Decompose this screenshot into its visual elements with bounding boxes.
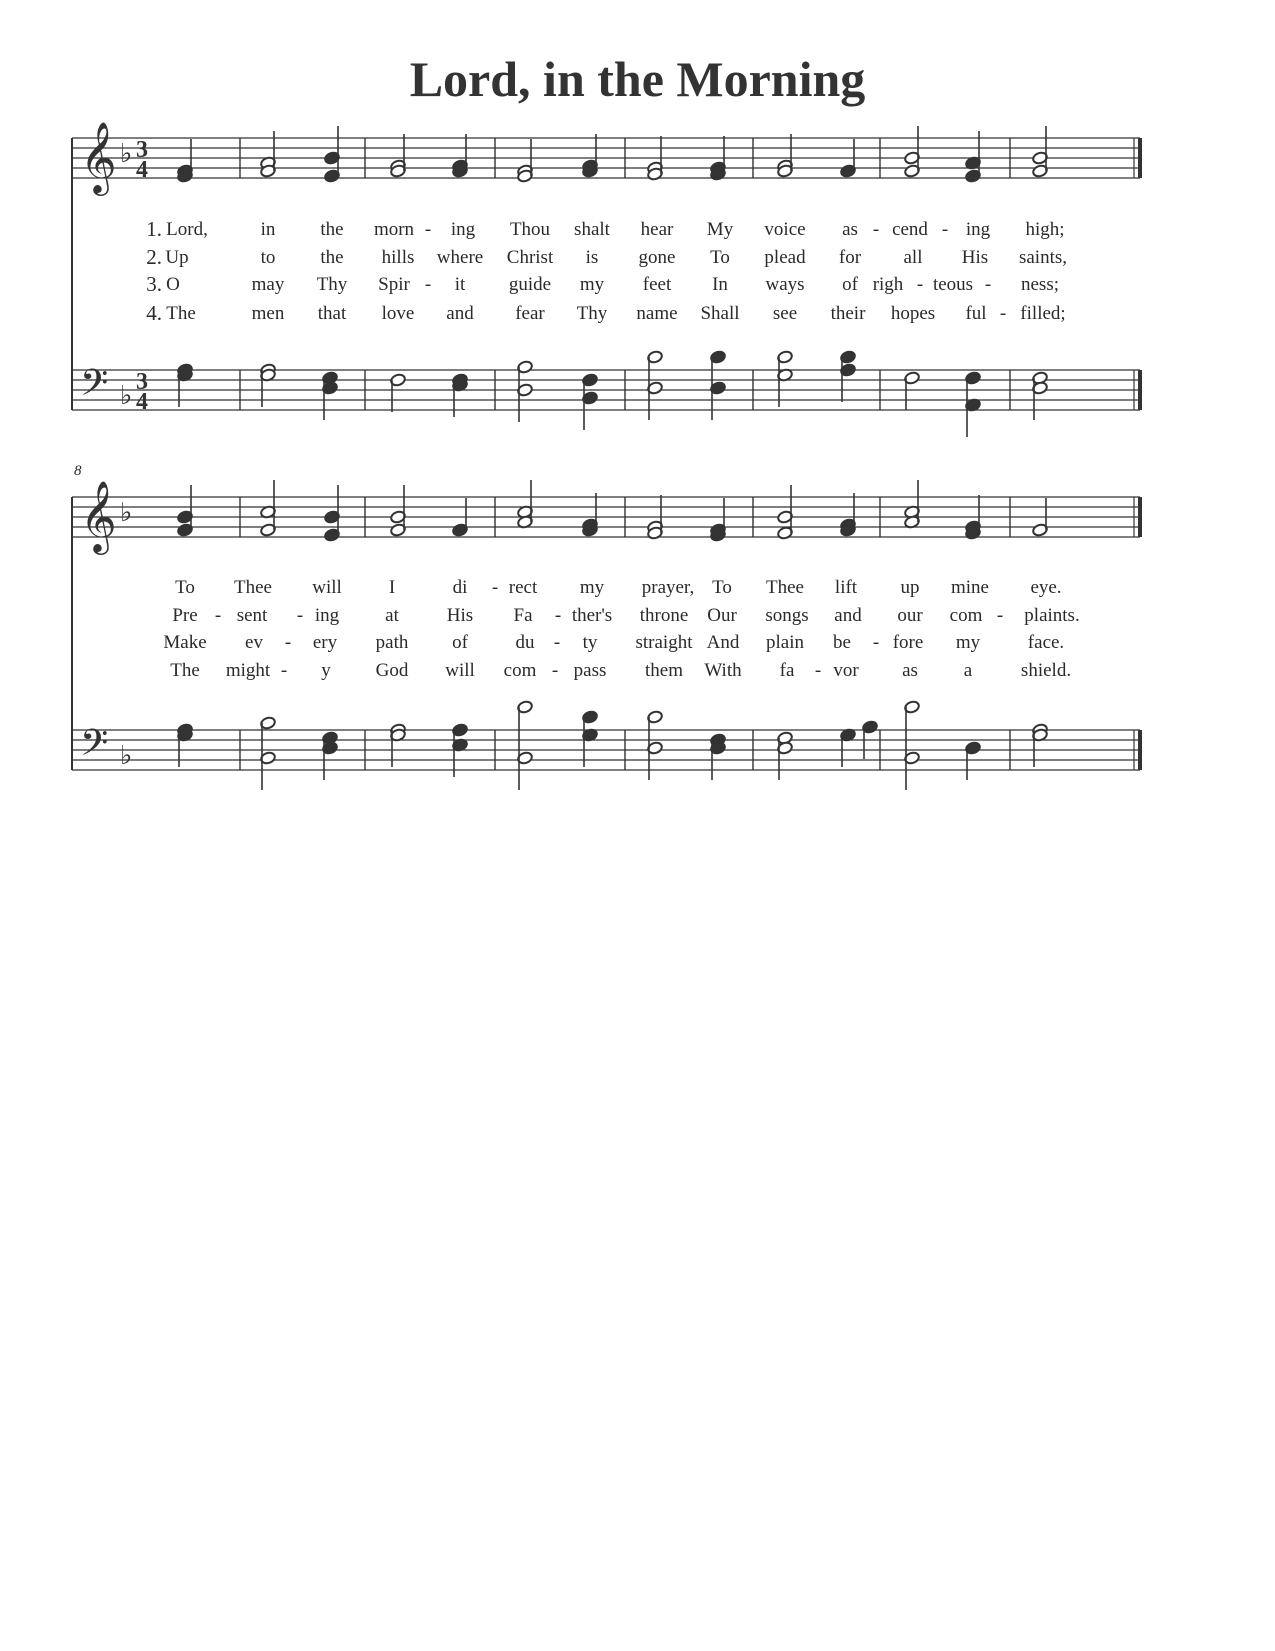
lyric-syllable: shield. <box>1020 660 1072 681</box>
lyric-syllable: see <box>772 303 798 324</box>
lyric-syllable: ing <box>314 605 340 626</box>
lyric-syllable: ev <box>245 632 263 653</box>
syllable-hyphen: - <box>280 660 288 681</box>
lyric-syllable: fa <box>779 660 795 681</box>
lyric-line-verse-1 <box>0 577 1275 599</box>
lyric-syllable: com <box>949 605 983 626</box>
lyric-syllable: In <box>712 274 728 295</box>
lyric-syllable: hopes <box>890 303 936 324</box>
lyric-syllable: com <box>503 660 537 681</box>
lyric-syllable: love <box>381 303 415 324</box>
lyric-syllable: as <box>842 219 858 240</box>
bass-clef-icon: 𝄢 <box>80 363 109 412</box>
syllable-hyphen: - <box>553 632 561 653</box>
lyric-syllable: plaints. <box>1024 605 1080 626</box>
lyric-syllable: that <box>317 303 347 324</box>
lyric-syllable: cend <box>892 219 928 240</box>
lyric-syllable: saints, <box>1018 247 1068 268</box>
lyric-syllable: of <box>842 274 858 295</box>
lyric-syllable: ful <box>965 303 987 324</box>
lyric-syllable: voice <box>764 219 806 240</box>
time-signature-top: 3 <box>136 137 148 163</box>
time-signature-bottom: 4 <box>136 157 148 183</box>
lyric-syllable: in <box>260 219 276 240</box>
lyric-syllable: it <box>454 274 466 295</box>
syllable-hyphen: - <box>296 605 304 626</box>
lyric-syllable: them <box>645 660 683 681</box>
syllable-hyphen: - <box>554 605 562 626</box>
lyric-syllable: pass <box>573 660 607 681</box>
lyric-syllable: Our <box>707 605 737 626</box>
syllable-hyphen: - <box>984 274 992 295</box>
lyric-syllable: And <box>706 632 740 653</box>
flat-icon: ♭ <box>120 139 133 168</box>
lyric-syllable: filled; <box>1020 303 1066 324</box>
lyric-syllable: fear <box>515 303 545 324</box>
verse-number: 1. <box>146 217 162 241</box>
lyric-syllable: high; <box>1025 219 1065 240</box>
syllable-hyphen: - <box>872 632 880 653</box>
lyric-syllable: sent <box>236 605 268 626</box>
lyric-syllable: O <box>166 274 180 295</box>
lyric-syllable: prayer, <box>641 577 695 598</box>
lyric-syllable: where <box>436 247 484 268</box>
lyric-syllable: His <box>446 605 474 626</box>
lyric-syllable: shalt <box>574 219 610 240</box>
lyric-syllable: du <box>515 632 535 653</box>
lyric-syllable: might <box>225 660 271 681</box>
lyric-syllable: at <box>385 605 399 626</box>
syllable-hyphen: - <box>941 219 949 240</box>
lyric-syllable: Thee <box>766 577 804 598</box>
lyric-syllable: name <box>636 303 678 324</box>
lyric-syllable: vor <box>833 660 859 681</box>
lyric-syllable: rect <box>508 577 538 598</box>
lyric-line-verse-2 <box>0 605 1275 627</box>
lyric-syllable: may <box>251 274 285 295</box>
flat-icon: ♭ <box>120 498 133 527</box>
syllable-hyphen: - <box>996 605 1004 626</box>
syllable-hyphen: - <box>284 632 292 653</box>
verse-number: 4. <box>146 301 162 325</box>
verse-number: 2. <box>146 245 162 269</box>
lyric-syllable: To <box>712 577 732 598</box>
lyric-syllable: my <box>955 632 981 653</box>
lyric-syllable: their <box>830 303 866 324</box>
lyric-syllable: To <box>710 247 730 268</box>
lyric-syllable: for <box>838 247 862 268</box>
lyric-syllable: ing <box>450 219 476 240</box>
lyric-syllable: y <box>321 660 331 681</box>
flat-icon: ♭ <box>120 381 133 410</box>
lyric-syllable: To <box>175 577 195 598</box>
lyric-syllable: Pre <box>172 605 198 626</box>
lyric-syllable: ery <box>312 632 338 653</box>
lyric-syllable: gone <box>638 247 676 268</box>
syllable-hyphen: - <box>491 577 499 598</box>
lyric-syllable: Make <box>163 632 207 653</box>
lyric-syllable: path <box>375 632 409 653</box>
syllable-hyphen: - <box>424 219 432 240</box>
lyric-syllable: God <box>375 660 409 681</box>
lyric-syllable: our <box>897 605 923 626</box>
page-title: Lord, in the Morning <box>409 51 866 107</box>
lyric-syllable: my <box>579 274 605 295</box>
lyric-syllable: will <box>445 660 475 681</box>
lyric-syllable: Christ <box>506 247 554 268</box>
lyric-syllable: ness; <box>1021 274 1059 295</box>
syllable-hyphen: - <box>214 605 222 626</box>
lyric-syllable: eye. <box>1030 577 1062 598</box>
lyric-syllable: face. <box>1027 632 1065 653</box>
syllable-hyphen: - <box>916 274 924 295</box>
lyric-syllable: ther's <box>571 605 613 626</box>
lyric-syllable: Thy <box>576 303 608 324</box>
lyric-syllable: Thy <box>316 274 348 295</box>
lyric-line-verse-4 <box>0 660 1275 682</box>
lyric-syllable: Lord, <box>166 219 208 240</box>
lyric-syllable: the <box>320 219 344 240</box>
lyric-syllable: plead <box>764 247 806 268</box>
lyric-syllable: throne <box>639 605 689 626</box>
lyric-syllable: as <box>902 660 918 681</box>
lyric-syllable: Up <box>165 247 189 268</box>
lyric-syllable: guide <box>508 274 552 295</box>
lyric-syllable: His <box>961 247 989 268</box>
syllable-hyphen: - <box>999 303 1007 324</box>
syllable-hyphen: - <box>814 660 822 681</box>
time-signature-top: 3 <box>136 369 148 395</box>
lyric-syllable: is <box>585 247 599 268</box>
lyric-syllable: ty <box>582 632 598 653</box>
lyric-syllable: fore <box>892 632 924 653</box>
lyric-syllable: With <box>704 660 742 681</box>
syllable-hyphen: - <box>424 274 432 295</box>
lyric-syllable: I <box>388 577 396 598</box>
lyric-syllable: morn <box>373 219 415 240</box>
lyric-syllable: and <box>446 303 474 324</box>
time-signature-bottom: 4 <box>136 389 148 415</box>
lyric-syllable: hills <box>381 247 415 268</box>
lyric-syllable: Thou <box>509 219 551 240</box>
lyric-syllable: up <box>900 577 920 598</box>
lyric-syllable: Fa <box>513 605 533 626</box>
measure-number: 8 <box>74 463 82 479</box>
lyric-syllable: lift <box>834 577 858 598</box>
lyric-syllable: to <box>260 247 276 268</box>
lyric-syllable: all <box>903 247 923 268</box>
lyric-syllable: plain <box>766 632 804 653</box>
lyric-syllable: righ <box>872 274 904 295</box>
flat-icon: ♭ <box>120 741 133 770</box>
lyric-syllable: di <box>452 577 468 598</box>
verse-number: 3. <box>146 272 162 296</box>
lyric-syllable: mine <box>951 577 989 598</box>
lyric-syllable: my <box>579 577 605 598</box>
lyric-syllable: feet <box>642 274 672 295</box>
treble-clef-icon: 𝄞 <box>80 483 117 551</box>
lyric-syllable: ing <box>965 219 991 240</box>
lyric-syllable: hear <box>640 219 674 240</box>
lyric-syllable: a <box>963 660 973 681</box>
treble-clef-icon: 𝄞 <box>80 124 117 192</box>
lyric-syllable: and <box>834 605 862 626</box>
lyric-syllable: The <box>166 303 196 324</box>
lyric-syllable: ways <box>765 274 805 295</box>
lyric-syllable: will <box>312 577 342 598</box>
lyric-syllable: Shall <box>700 303 740 324</box>
bass-clef-icon: 𝄢 <box>80 723 109 772</box>
lyric-syllable: Spir <box>378 274 410 295</box>
lyric-syllable: men <box>251 303 285 324</box>
lyric-syllable: of <box>452 632 468 653</box>
staff-pair-2 <box>0 0 1275 820</box>
lyric-syllable: The <box>170 660 200 681</box>
lyric-line-verse-3 <box>0 632 1275 654</box>
lyric-syllable: straight <box>635 632 693 653</box>
lyric-syllable: My <box>706 219 734 240</box>
syllable-hyphen: - <box>872 219 880 240</box>
lyric-syllable: teous <box>932 274 974 295</box>
syllable-hyphen: - <box>551 660 559 681</box>
lyric-syllable: the <box>320 247 344 268</box>
lyric-syllable: be <box>833 632 851 653</box>
lyric-syllable: Thee <box>234 577 272 598</box>
lyric-syllable: songs <box>765 605 809 626</box>
